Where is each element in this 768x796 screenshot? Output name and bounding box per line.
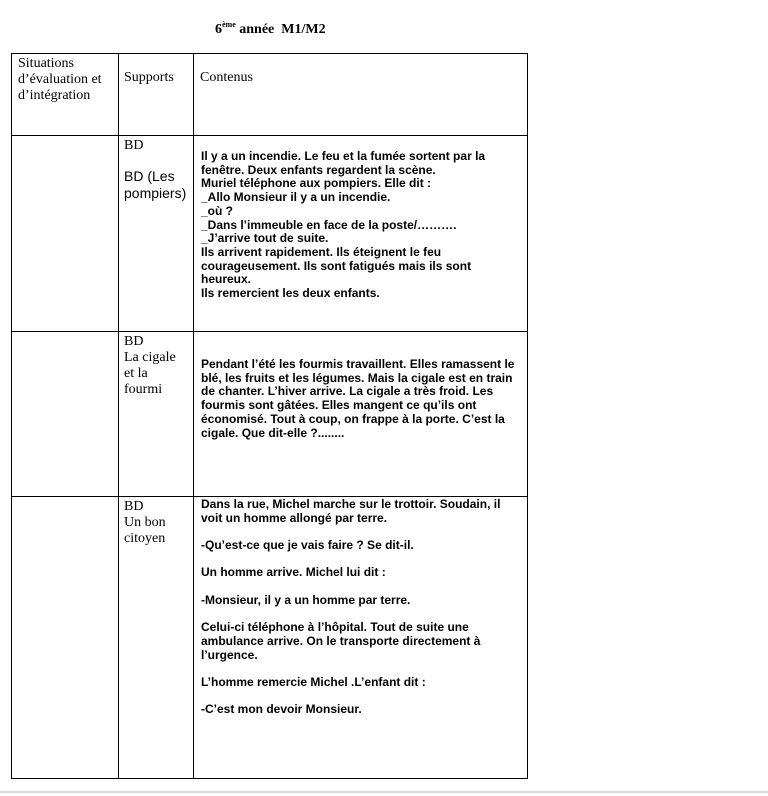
page-title xyxy=(215,20,326,38)
support-cell xyxy=(119,136,194,332)
content-line: -C’est mon devoir Monsieur. xyxy=(201,702,362,717)
content-line: Muriel téléphone aux pompiers. Elle dit : xyxy=(201,176,432,191)
support-type: BD xyxy=(124,334,144,349)
support-name: Un bon citoyen xyxy=(124,515,166,546)
content-cell xyxy=(194,497,528,779)
situation-cell xyxy=(12,136,119,332)
title-word: année xyxy=(239,22,275,37)
content-line: _Dans l’immeuble en face de la poste/………. xyxy=(201,217,457,232)
content-line: Ils arrivent rapidement. Ils éteignent le feu courageusement. Ils sont fatigués mais ils sont heureux. xyxy=(201,244,472,287)
header-cell-situations xyxy=(12,54,119,136)
table-row xyxy=(12,136,528,332)
content-cell xyxy=(194,332,528,497)
content-line: _où ? xyxy=(201,203,233,218)
header-supports: Supports xyxy=(124,70,174,85)
support-type: BD xyxy=(124,499,144,514)
title-level: M1/M2 xyxy=(281,22,326,37)
content-line: Pendant l’été les fourmis travaillent. Elles ramassent le blé, les fruits et les légumes. Mais la cigale est en train de chanter. L’hiver arrive. La cigale a très froid. Les fourmis sont gâtées. Elles mangent ce qu’ils ont économisé. Tout à coup, on frappe à la porte. C’est la cigale. Que dit-elle ?........ xyxy=(201,357,515,440)
content-line: L’homme remercie Michel .L’enfant dit : xyxy=(201,675,426,690)
content-line: _J’arrive tout de suite. xyxy=(201,231,329,246)
content-line: Celui-ci téléphone à l’hôpital. Tout de suite une ambulance arrive. On le transporte directement à l’urgence. xyxy=(201,620,481,662)
content-line: -Qu’est-ce que je vais faire ? Se dit-il. xyxy=(201,538,414,553)
content-line: Ils remercient les deux enfants. xyxy=(201,286,380,301)
content-cell xyxy=(194,136,528,332)
table-row xyxy=(12,497,528,779)
header-situations: Situations d’évaluation et d’intégration xyxy=(18,56,102,103)
support-type: BD xyxy=(124,138,144,153)
header-cell-contenus xyxy=(194,54,528,136)
table-header-row xyxy=(12,54,528,136)
table-row xyxy=(12,332,528,497)
content-line: _Allo Monsieur il y a un incendie. xyxy=(201,190,391,205)
support-name: La cigale et la fourmi xyxy=(124,350,176,397)
title-number: 6 xyxy=(215,22,222,37)
situation-cell xyxy=(12,497,119,779)
situation-cell xyxy=(12,332,119,497)
content-line: Il y a un incendie. Le feu et la fumée sortent par la fenêtre. Deux enfants regardent la scène. xyxy=(201,149,486,177)
support-cell xyxy=(119,332,194,497)
content-line: -Monsieur, il y a un homme par terre. xyxy=(201,592,411,607)
content-line: Dans la rue, Michel marche sur le trottoir. Soudain, il voit un homme allongé par terre. xyxy=(201,497,501,525)
header-contenus: Contenus xyxy=(200,70,253,85)
support-name: BD (Les pompiers) xyxy=(124,168,187,201)
evaluation-table xyxy=(11,53,528,779)
header-cell-supports xyxy=(119,54,194,136)
support-cell xyxy=(119,497,194,779)
content-line: Un homme arrive. Michel lui dit : xyxy=(201,565,386,580)
title-superscript: ème xyxy=(222,20,236,29)
page-bottom-divider xyxy=(0,791,768,793)
